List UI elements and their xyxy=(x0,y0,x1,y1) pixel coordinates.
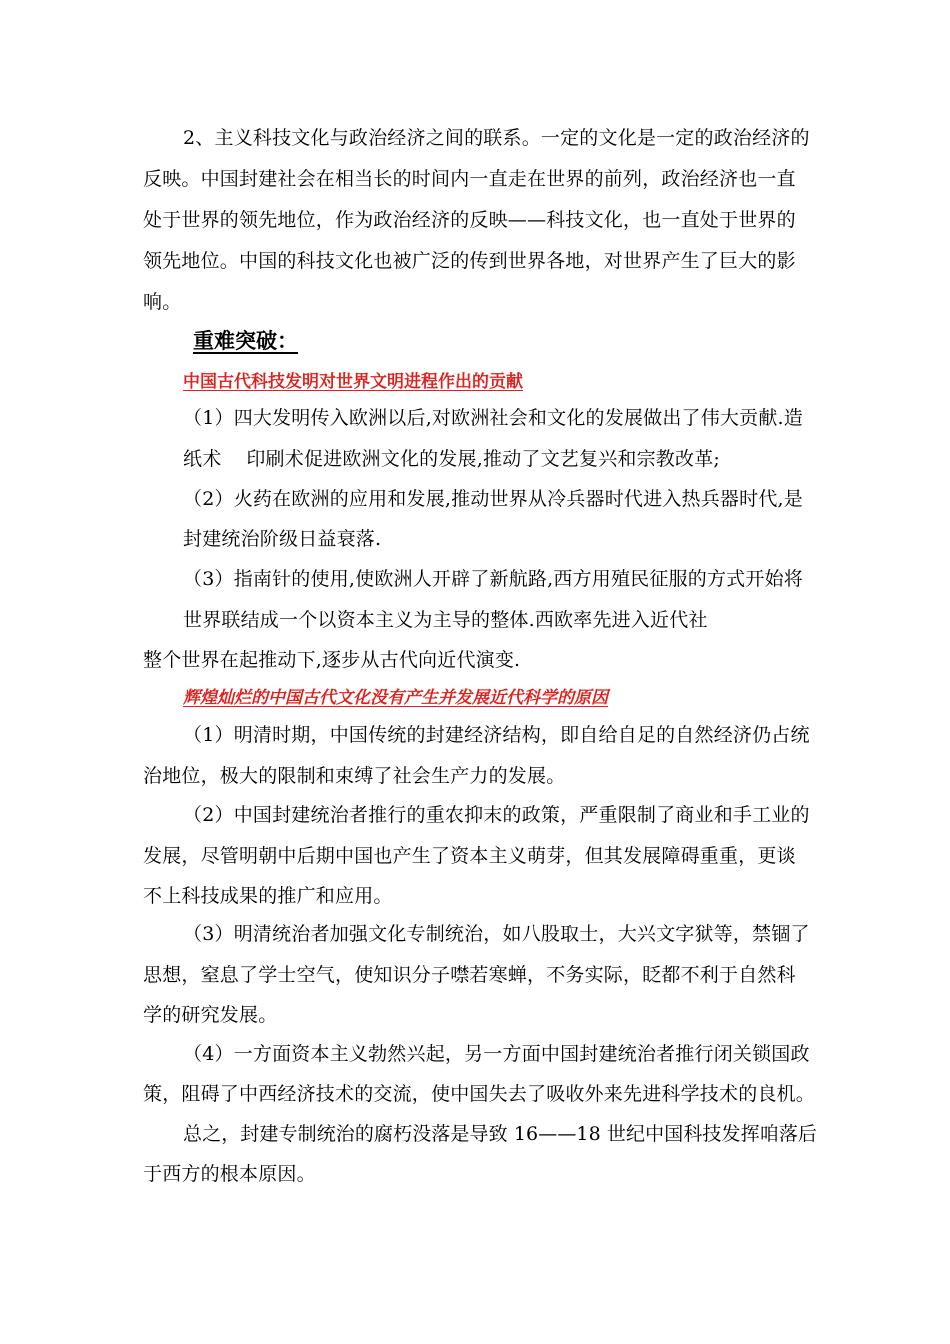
section1-line-6: 世界联结成一个以资本主义为主导的整体.西欧率先进入近代社 xyxy=(183,609,708,631)
section2-line-9: （4）一方面资本主义勃然兴起，另一方面中国封建统治者推行闭关锁国政 xyxy=(183,1043,810,1065)
section1-line-2: 纸术 印刷术促进欧洲文化的发展,推动了文艺复兴和宗教改革; xyxy=(183,448,721,470)
section2-line-6: （3）明清统治者加强文化专制统治，如八股取士，大兴文字狱等，禁锢了 xyxy=(183,923,810,945)
section2-line-7: 思想，窒息了学士空气，使知识分子噤若寒蝉，不务实际，眨都不利于自然科 xyxy=(143,964,796,986)
section1-heading: 中国古代科技发明对世界文明进程作出的贡献 xyxy=(183,372,523,392)
key-section-title: 重难突破： xyxy=(193,329,298,353)
section2-line-10: 策，阻碍了中西经济技术的交流，使中国失去了吸收外来先进科学技术的良机。 xyxy=(143,1083,816,1105)
section1-line-7: 整个世界在起推动下,逐步从古代向近代演变. xyxy=(143,649,521,671)
section2-line-2: 治地位，极大的限制和束缚了社会生产力的发展。 xyxy=(143,765,566,787)
intro-line-1: 2、主义科技文化与政治经济之间的联系。一定的文化是一定的政治经济的 xyxy=(183,127,810,149)
section1-line-1: （1）四大发明传入欧洲以后,对欧洲社会和文化的发展做出了伟大贡献.造 xyxy=(183,407,803,429)
intro-line-3: 处于世界的领先地位，作为政治经济的反映——科技文化，也一直处于世界的 xyxy=(143,209,796,231)
intro-line-4: 领先地位。中国的科技文化也被广泛的传到世界各地，对世界产生了巨大的影 xyxy=(143,250,796,272)
section1-line-3: （2）火药在欧洲的应用和发展,推动世界从冷兵器时代进入热兵器时代,是 xyxy=(183,488,803,510)
section2-line-3: （2）中国封建统治者推行的重农抑末的政策，严重限制了商业和手工业的 xyxy=(183,804,810,826)
intro-line-5: 响。 xyxy=(143,291,182,313)
section2-line-11: 总之，封建专制统治的腐朽没落是导致 16——18 世纪中国科技发挥咱落后 xyxy=(183,1123,818,1145)
section2-line-12: 于西方的根本原因。 xyxy=(143,1163,316,1185)
section1-line-5: （3）指南针的使用,使欧洲人开辟了新航路,西方用殖民征服的方式开始将 xyxy=(183,568,803,590)
section2-heading: 辉煌灿烂的中国古代文化没有产生并发展近代科学的原因 xyxy=(183,688,608,708)
section2-line-8: 学的研究发展。 xyxy=(143,1004,278,1026)
section1-line-4: 封建统治阶级日益衰落. xyxy=(183,528,382,550)
section2-line-5: 不上科技成果的推广和应用。 xyxy=(143,885,393,907)
section2-line-4: 发展，尽管明朝中后期中国也产生了资本主义萌芽，但其发展障碍重重，更谈 xyxy=(143,845,796,867)
section2-line-1: （1）明清时期，中国传统的封建经济结构，即自给自足的自然经济仍占统 xyxy=(183,724,810,746)
intro-line-2: 反映。中国封建社会在相当长的时间内一直走在世界的前列，政治经济也一直 xyxy=(143,168,796,190)
